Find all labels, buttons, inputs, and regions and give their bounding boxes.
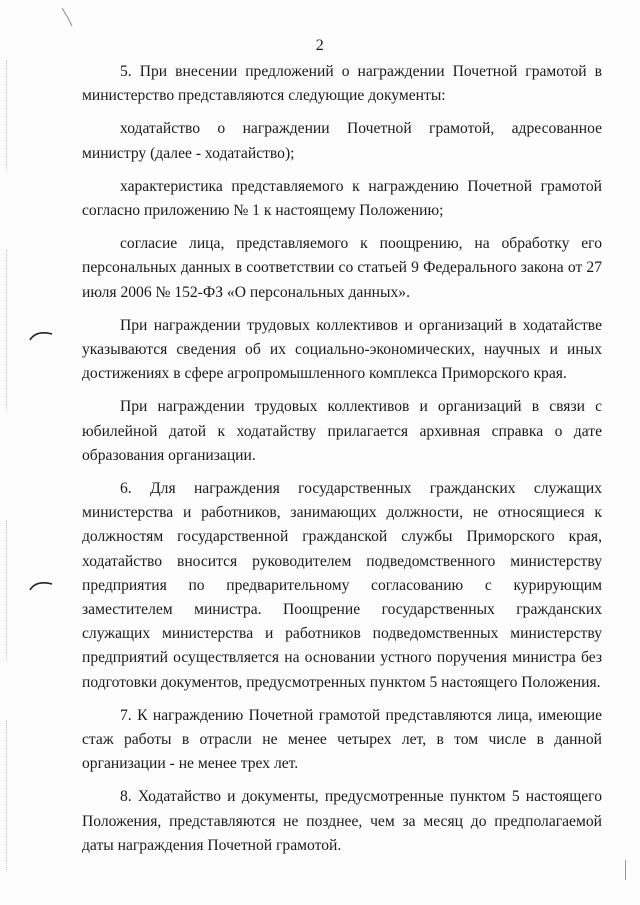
paragraph: 5. При внесении предложений о награждении Почетной грамотой в министерство представляются следующие документы:: [82, 63, 602, 105]
paragraph: При награждении трудовых коллективов и организаций в ходатайстве указываются сведения об их социально-экономических, научных и иных достижениях в сфере агропромышленного комплекса Приморского края.: [82, 316, 602, 383]
document-body: [82, 60, 602, 867]
scan-edge-dots: [6, 60, 9, 170]
paragraph: 8. Ходатайство и документы, предусмотренные пунктом 5 настоящего Положения, представляются не позднее, чем за месяц до предполагаемой даты награждения Почетной грамотой.: [82, 788, 602, 854]
corner-scan-mark: [60, 6, 80, 28]
hole-punch-mark: [28, 328, 54, 342]
paragraph: согласие лица, представляемого к поощрению, на обработку его персональных данных в соответствии со статьей 9 Федерального закона от 27 июля 2006 № 152-ФЗ «О персональных данных».: [82, 235, 602, 301]
paragraph: 7. К награждению Почетной грамотой представляются лица, имеющие стаж работы в отрасли не менее четырех лет, в том числе в данной организации - не менее трех лет.: [82, 706, 602, 773]
scan-edge-dots: [6, 520, 9, 660]
paragraph: ходатайство о награждении Почетной грамотой, адресованное министру (далее - ходатайство);: [82, 120, 602, 162]
scan-edge-dots: [6, 720, 9, 870]
page-number: 2: [315, 37, 325, 54]
corner-scan-mark: [625, 860, 626, 880]
hole-punch-mark: [28, 578, 54, 592]
paragraph: При награждении трудовых коллективов и организаций в связи с юбилейной датой к ходатайству прилагается архивная справка о дате образования организации.: [82, 398, 602, 464]
scan-edge-dots: [6, 250, 9, 410]
paragraph: характеристика представляемого к награждению Почетной грамотой согласно приложению № 1 к настоящему Положению;: [82, 177, 602, 220]
paragraph: 6. Для награждения государственных гражданских служащих министерства и работников, занимающих должности, не относящиеся к должностям государственной гражданской службы Приморского края, ходатайство вносится руководителем подведомственного министерству предприятия по предварительному согласованию с курирующим заместителем министра. Поощрение государственных гражданских служащих министерства и работников подведомственных министерству предприятий осуществляется на основании устного поручения министра без подготовки документов, предусмотренных пунктом 5 настоящего Положения.: [82, 480, 602, 691]
